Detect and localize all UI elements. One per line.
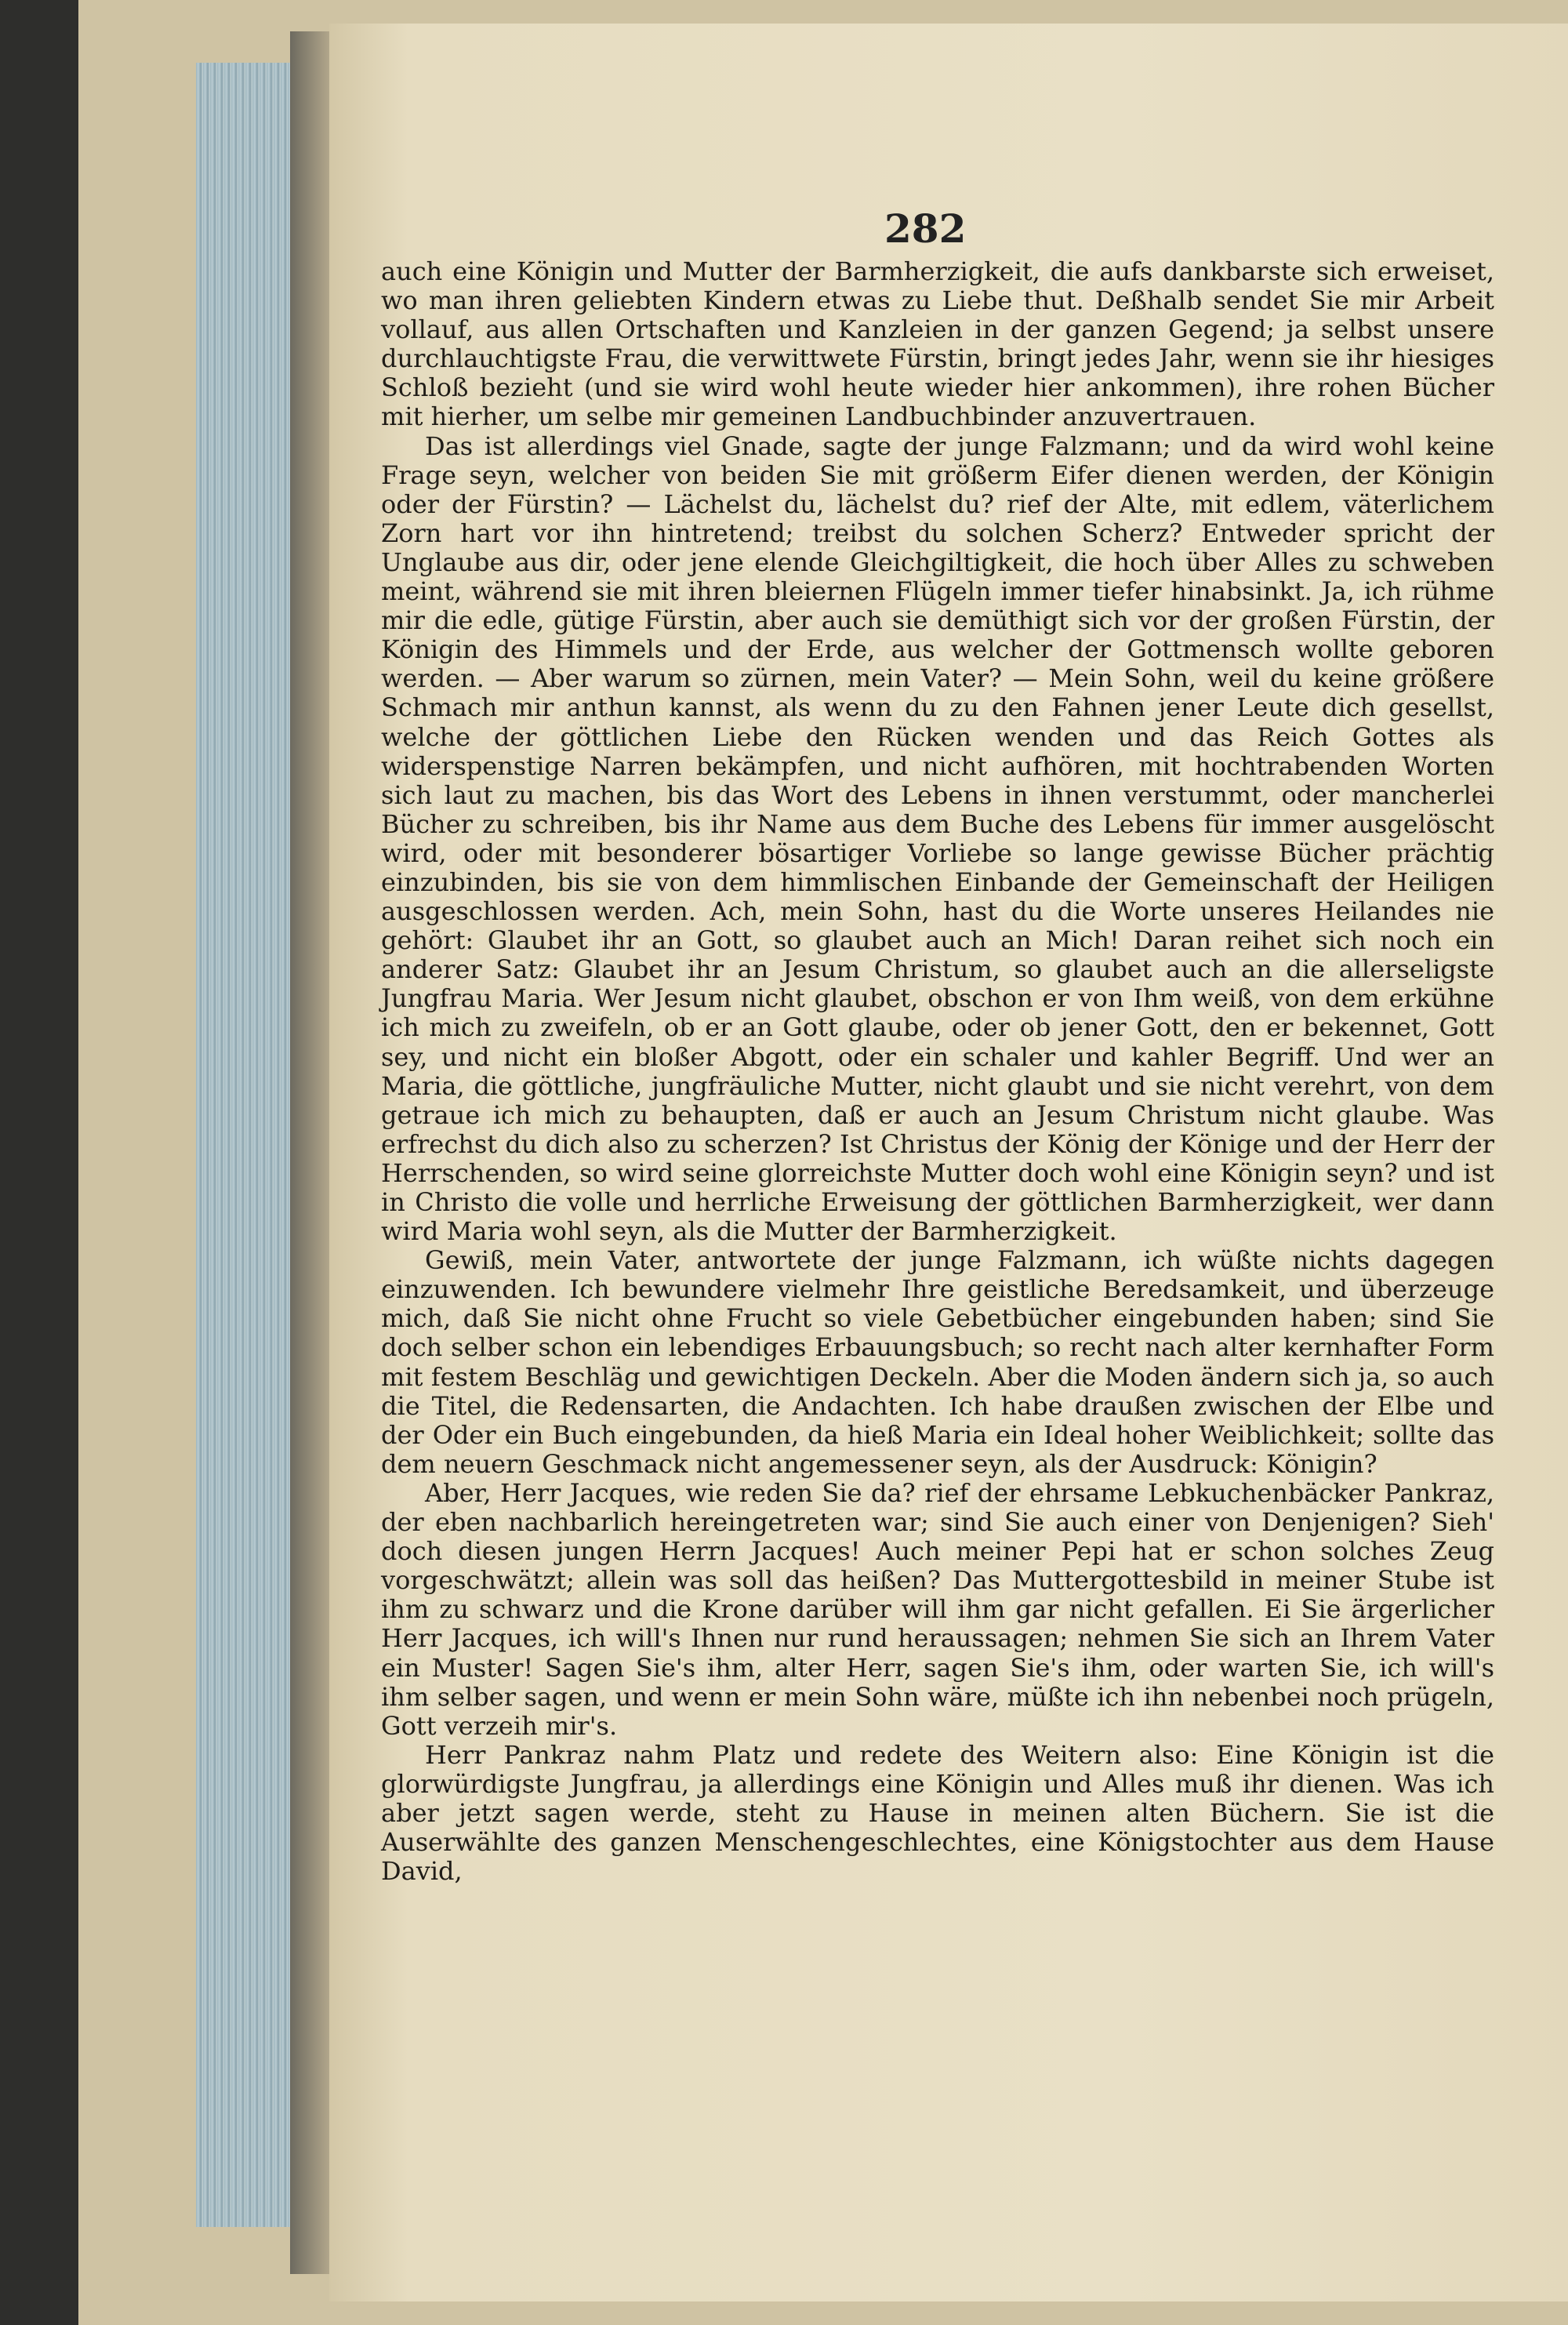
body-text (381, 257, 1494, 1886)
paragraph-5: Herr Pankraz nahm Platz und redete des Weitern also: Eine Königin ist die glorwürdigste Jungfrau, ja allerdings eine Königin und Alles muß ihr dienen. Was ich aber jetzt sagen werde, steht zu Hause in meinen alten Büchern. Sie ist die Auserwählte des ganzen Menschengeschlechtes, eine Königstochter aus dem Hause David, (381, 1739, 1494, 1887)
paragraph-4: Aber, Herr Jacques, wie reden Sie da? rief der ehrsame Lebkuchenbäcker Pankraz, der eben nachbarlich hereingetreten war; sind Sie auch einer von Denjenigen? Sieh' doch diesen jungen Herrn Jacques! Auch meiner Pepi hat er schon solches Zeug vorgeschwätzt; allein was soll das heißen? Das Muttergottesbild in meiner Stube ist ihm zu schwarz und die Krone darüber will ihm gar nicht gefallen. Ei Sie ärgerlicher Herr Jacques, ich will's Ihnen nur rund heraussagen; nehmen Sie sich an Ihrem Vater ein Muster! Sagen Sie's ihm, alter Herr, sagen Sie's ihm, oder warten Sie, ich will's ihm selber sagen, und wenn er mein Sohn wäre, müßte ich ihn nebenbei noch prügeln, Gott verzeih mir's. (381, 1477, 1494, 1741)
paragraph-1: auch eine Königin und Mutter der Barmherzigkeit, die aufs dankbarste sich erweiset, wo man ihren geliebten Kindern etwas zu Liebe thut. Deßhalb sendet Sie mir Arbeit vollauf, aus allen Ortschaften und Kanzleien in der ganzen Gegend; ja selbst unsere durchlauchtigste Frau, die verwittwete Fürstin, bringt jedes Jahr, wenn sie ihr hiesiges Schloß bezieht (und sie wird wohl heute wieder hier ankommen), ihre rohen Bücher mit hierher, um selbe mir gemeinen Landbuchbinder anzuvertrauen. (381, 256, 1494, 432)
paragraph-2: Das ist allerdings viel Gnade, sagte der junge Falzmann; und da wird wohl keine Frage seyn, welcher von beiden Sie mit größerm Eifer dienen werden, der Königin oder der Fürstin? — Lächelst du, lächelst du? rief der Alte, mit edlem, väterlichem Zorn hart vor ihn hintretend; treibst du solchen Scherz? Entweder spricht der Unglaube aus dir, oder jene elende Gleichgiltigkeit, die hoch über Alles zu schweben meint, während sie mit ihren bleiernen Flügeln immer tiefer hinabsinkt. Ja, ich rühme mir die edle, gütige Fürstin, aber auch sie demüthigt sich vor der großen Fürstin, der Königin des Himmels und der Erde, aus welcher der Gottmensch wollte geboren werden. — Aber warum so zürnen, mein Vater? — Mein Sohn, weil du keine größere Schmach mir anthun kannst, als wenn du zu den Fahnen jener Leute dich gesellst, welche der göttlichen Liebe den Rücken wenden und das Reich Gottes als widerspenstige Narren bekämpfen, und nicht aufhören, mit hochtrabenden Worten sich laut zu machen, bis das Wort des Lebens in ihnen verstummt, oder mancherlei Bücher zu schreiben, bis ihr Name aus dem Buche des Lebens für immer ausgelöscht wird, oder mit besonderer bösartiger Vorliebe so lange gewisse Bücher prächtig einzubinden, bis sie von dem himmlischen Einbande der Gemeinschaft der Heiligen ausgeschlossen werden. Ach, mein Sohn, hast du die Worte unseres Heilandes nie gehört: Glaubet ihr an Gott, so glaubet auch an Mich! Daran reihet sich noch ein anderer Satz: Glaubet ihr an Jesum Christum, so glaubet auch an die allerseligste Jungfrau Maria. Wer Jesum nicht glaubet, obschon er von Ihm weiß, von dem erkühne ich mich zu zweifeln, ob er an Gott glaube, oder ob jener Gott, den er bekennet, Gott sey, und nicht ein bloßer Abgott, oder ein schaler und kahler Begriff. Und wer an Maria, die göttliche, jungfräuliche Mutter, nicht glaubt und sie nicht verehrt, von dem getraue ich mich zu behaupten, daß er auch an Jesum Christum nicht glaube. Was erfrechst du dich also zu scherzen? Ist Christus der König der Könige und der Herr der Herrschenden, so wird seine glorreichste Mutter doch wohl eine Königin seyn? und ist in Christo die volle und herrliche Erweisung der göttlichen Barmherzigkeit, wer dann wird Maria wohl seyn, als die Mutter der Barmherzigkeit. (381, 430, 1494, 1247)
page-edges (196, 63, 295, 2227)
paragraph-3: Gewiß, mein Vater, antwortete der junge Falzmann, ich wüßte nichts dagegen einzuwenden. Ich bewundere vielmehr Ihre geistliche Beredsamkeit, und überzeuge mich, daß Sie nicht ohne Frucht so viele Gebetbücher eingebunden haben; sind Sie doch selber schon ein lebendiges Erbauungsbuch; so recht nach alter kernhafter Form mit festem Beschläg und gewichtigen Deckeln. Aber die Moden ändern sich ja, so auch die Titel, die Redensarten, die Andachten. Ich habe draußen zwischen der Elbe und der Oder ein Buch eingebunden, da hieß Maria ein Ideal hoher Weiblichkeit; sollte das dem neuern Geschmack nicht angemessener seyn, als der Ausdruck: Königin? (381, 1245, 1494, 1479)
page-number: 282 (884, 205, 967, 252)
